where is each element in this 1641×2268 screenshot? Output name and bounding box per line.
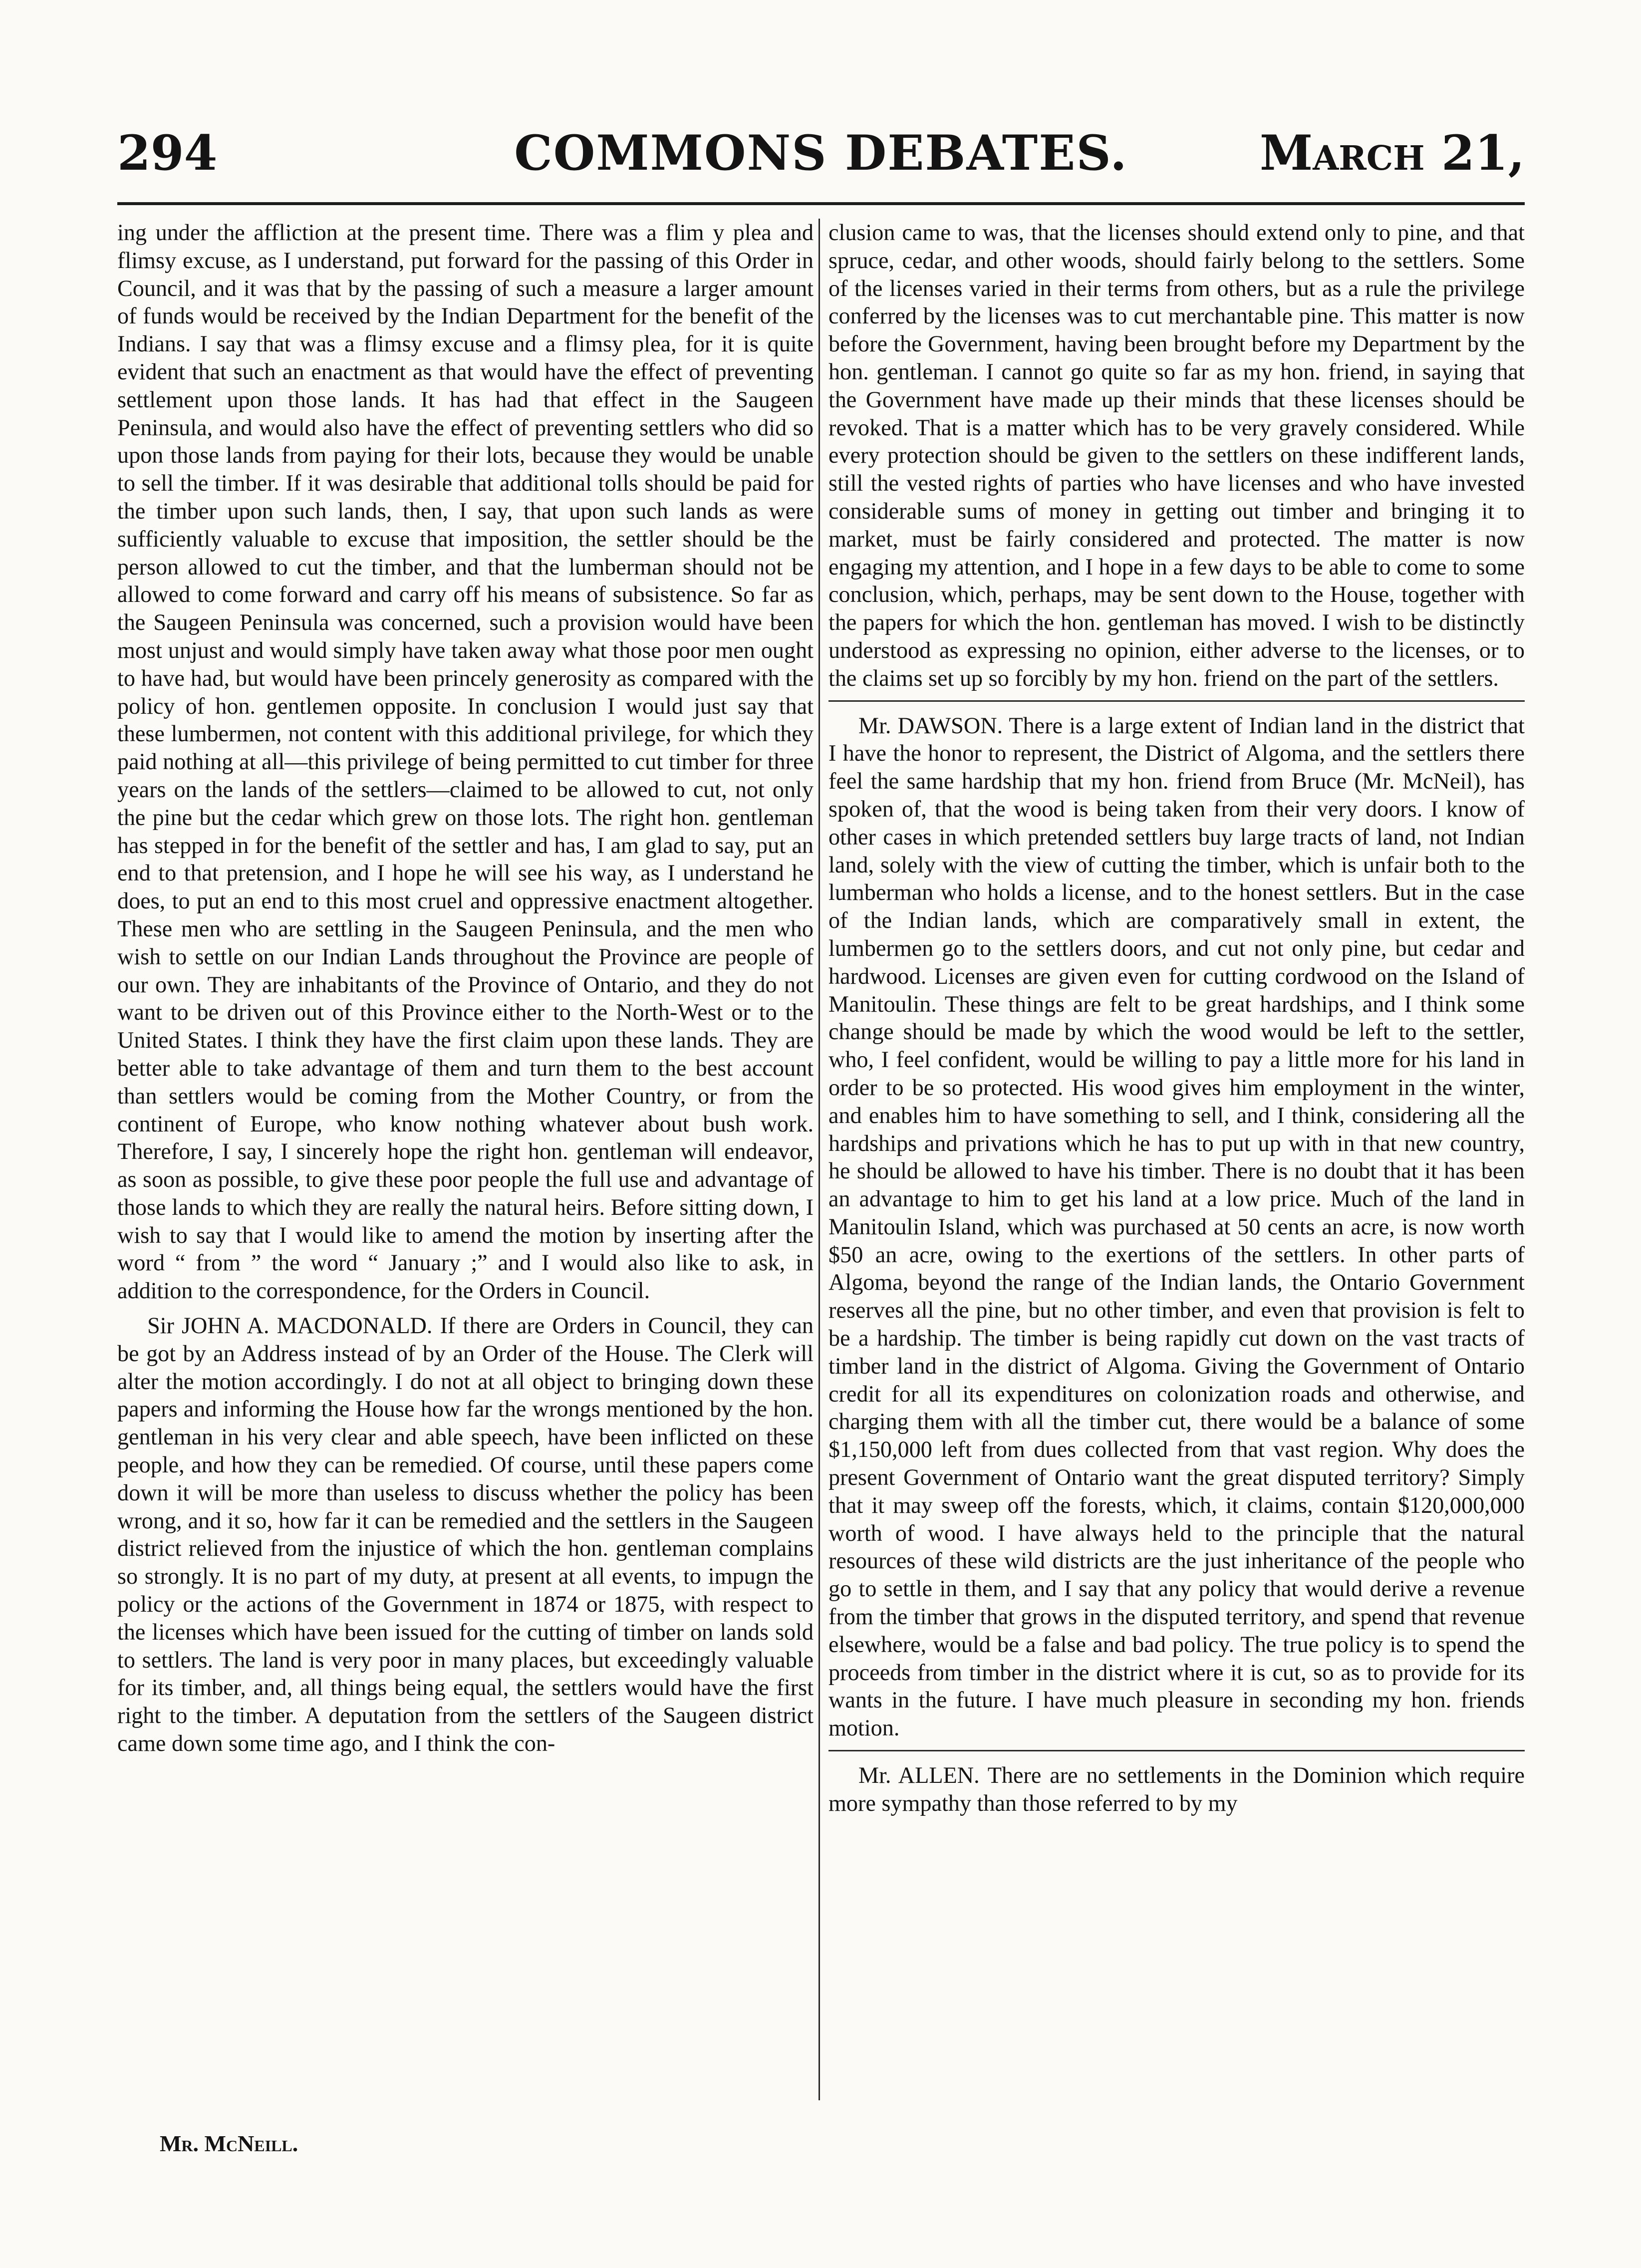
section-separator	[828, 700, 1525, 702]
right-paragraph-2: Mr. DAWSON. There is a large extent of Indian land in the district that I have the honor to represent, the District of Algoma, and the settlers there feel the same hardship that my hon. friend from Bruce (Mr. McNeil), has spoken of, that the wood is being taken from their very doors. I know of other cases in which pretended settlers buy large tracts of land, not Indian land, solely with the view of cutting the timber, which is unfair both to the lumberman who holds a license, and to the honest settlers. But in the case of the Indian lands, which are comparatively small in extent, the lumbermen go to the settlers doors, and cut not only pine, but cedar and hardwood. Licenses are given even for cutting cordwood on the Island of Manitoulin. These things are felt to be great hardships, and I think some change should be made by which the wood would be left to the settler, who, I feel confident, would be willing to pay a little more for his land in order to be so protected. His wood gives him employment in the winter, and enables him to have something to sell, and I think, considering all the hardships and privations which he has to put up with in that new country, he should be allowed to have his timber. There is no doubt that it has been an advantage to him to get his land at a low price. Much of the land in Manitoulin Island, which was purchased at 50 cents an acre, is now worth $50 an acre, owing to the exertions of the settlers. In other parts of Algoma, beyond the range of the Indian lands, the Ontario Government reserves all the pine, but no other timber, and even that provision is felt to be a hardship. The timber is being rapidly cut down on the vast tracts of timber land in the district of Algoma. Giving the Government of Ontario credit for all its expenditures on colonization roads and otherwise, and charging them with all the timber cut, there would be a balance of some $1,150,000 left from dues collected from that vast region. Why does the present Government of Ontario want the great disputed territory? Simply that it may sweep off the forests, which, it claims, contain $120,000,000 worth of wood. I have always held to the principle that the natural resources of these wild districts are the just inheritance of the people who go to settle in them, and I say that any policy that would derive a revenue from the timber that grows in the disputed territory, and spend that revenue elsewhere, would be a false and bad policy. The true policy is to spend the proceeds from timber in the district where it is cut, so as to provide for its wants in the future. I have much pleasure in seconding my hon. friends motion.	[828, 712, 1525, 1741]
page-title: COMMONS DEBATES.	[514, 125, 1128, 181]
right-paragraph-1: clusion came to was, that the licenses should extend only to pine, and that spruce, cedar, and other woods, should fairly belong to the settlers. Some of the licenses varied in their terms from others, but as a rule the privilege conferred by the licenses was to cut merchantable pine. This matter is now before the Government, having been brought before my Department by the hon. gentleman. I cannot go quite so far as my hon. friend, in saying that the Government have made up their minds that these licenses should be revoked. That is a matter which has to be very gravely considered. While every protection should be given to the settlers on these indifferent lands, still the vested rights of parties who have licenses and who have invested considerable sums of money in getting out timber and bringing it to market, must be fairly considered and protected. The matter is now engaging my attention, and I hope in a few days to be able to come to some conclusion, which, perhaps, may be sent down to the House, together with the papers for which the hon. gentleman has moved. I wish to be distinctly understood as expressing no opinion, either adverse to the licenses, or to the claims set up so forcibly by my hon. friend on the part of the settlers.	[828, 220, 1525, 691]
left-paragraph-2: Sir JOHN A. MACDONALD. If there are Orders in Council, they can be got by an Address instead of by an Order of the House. The Clerk will alter the motion accordingly. I do not at all object to bringing down these papers and informing the House how far the wrongs mentioned by the hon. gentleman in his very clear and able speech, have been inflicted on these people, and how they can be remedied. Of course, until these papers come down it will be more than useless to discuss whether the policy has been wrong, and it so, how far it can be remedied and the settlers in the Saugeen district relieved from the injustice of which the hon. gentleman complains so strongly. It is no part of my duty, at present at all events, to impugn the policy or the actions of the Government in 1874 or 1875, with respect to the licenses which have been issued for the cutting of timber on lands sold to settlers. The land is very poor in many places, but exceedingly valuable for its timber, and, all things being equal, the settlers would have the first right to the timber. A deputation from the settlers of the Saugeen district came down some time ago, and I think the con-	[117, 1313, 814, 1756]
right-paragraph-3: Mr. ALLEN. There are no settlements in the Dominion which require more sympathy than those referred to by my	[828, 1762, 1525, 1816]
footer-speaker: Mr. McNeill.	[160, 2131, 298, 2156]
left-column	[117, 219, 814, 1757]
right-column	[828, 219, 1525, 1817]
page-header	[117, 125, 1525, 200]
section-separator	[828, 1750, 1525, 1751]
header-rule	[117, 202, 1525, 205]
page-number: 294	[117, 125, 218, 181]
column-divider	[819, 219, 820, 2100]
page-date: March 21,	[1260, 125, 1525, 181]
left-paragraph-1: ing under the affliction at the present time. There was a flim y plea and flimsy excuse, as I understand, put forward for the passing of this Order in Council, and it was that by the passing of such a measure a larger amount of funds would be received by the Indian Department for the benefit of the Indians. I say that was a flimsy excuse and a flimsy plea, for it is quite evident that such an enactment as that would have the effect of preventing settlement upon those lands. It has had that effect in the Saugeen Peninsula, and would also have the effect of preventing settlers who did so upon those lands from paying for their lots, because they would be unable to sell the timber. If it was desirable that additional tolls should be paid for the timber upon such lands, then, I say, that upon such lands as were sufficiently valuable to excuse that imposition, the settler should be the person allowed to cut the timber, and that the lumberman should not be allowed to come forward and carry off his means of subsistence. So far as the Saugeen Peninsula was concerned, such a provision would have been most unjust and would simply have taken away what those poor men ought to have had, but would have been princely generosity as compared with the policy of hon. gentlemen opposite. In conclusion I would just say that these lumbermen, not content with this additional privilege, for which they paid nothing at all—this privilege of being permitted to cut timber for three years on the lands of the settlers—claimed to be allowed to cut, not only the pine but the cedar which grew on those lots. The right hon. gentleman has stepped in for the benefit of the settler and has, I am glad to say, put an end to that pretension, and I hope he will see his way, as I understand he does, to put an end to this most cruel and oppressive enactment altogether. These men who are settling in the Saugeen Peninsula, and the men who wish to settle on our Indian Lands throughout the Province are people of our own. They are inhabitants of the Province of Ontario, and they do not want to be driven out of this Province either to the North-West or to the United States. I think they have the first claim upon these lands. They are better able to take advantage of them and turn them to the best account than settlers would be coming from the Mother Country, or from the continent of Europe, who know nothing whatever about bush work. Therefore, I say, I sincerely hope the right hon. gentleman will endeavor, as soon as possible, to give these poor people the full use and advantage of those lands to which they are really the natural heirs. Before sitting down, I wish to say that I would like to amend the motion by inserting after the word “ from ” the word “ January ;” and I would also like to ask, in addition to the correspondence, for the Orders in Council.	[117, 220, 814, 1304]
